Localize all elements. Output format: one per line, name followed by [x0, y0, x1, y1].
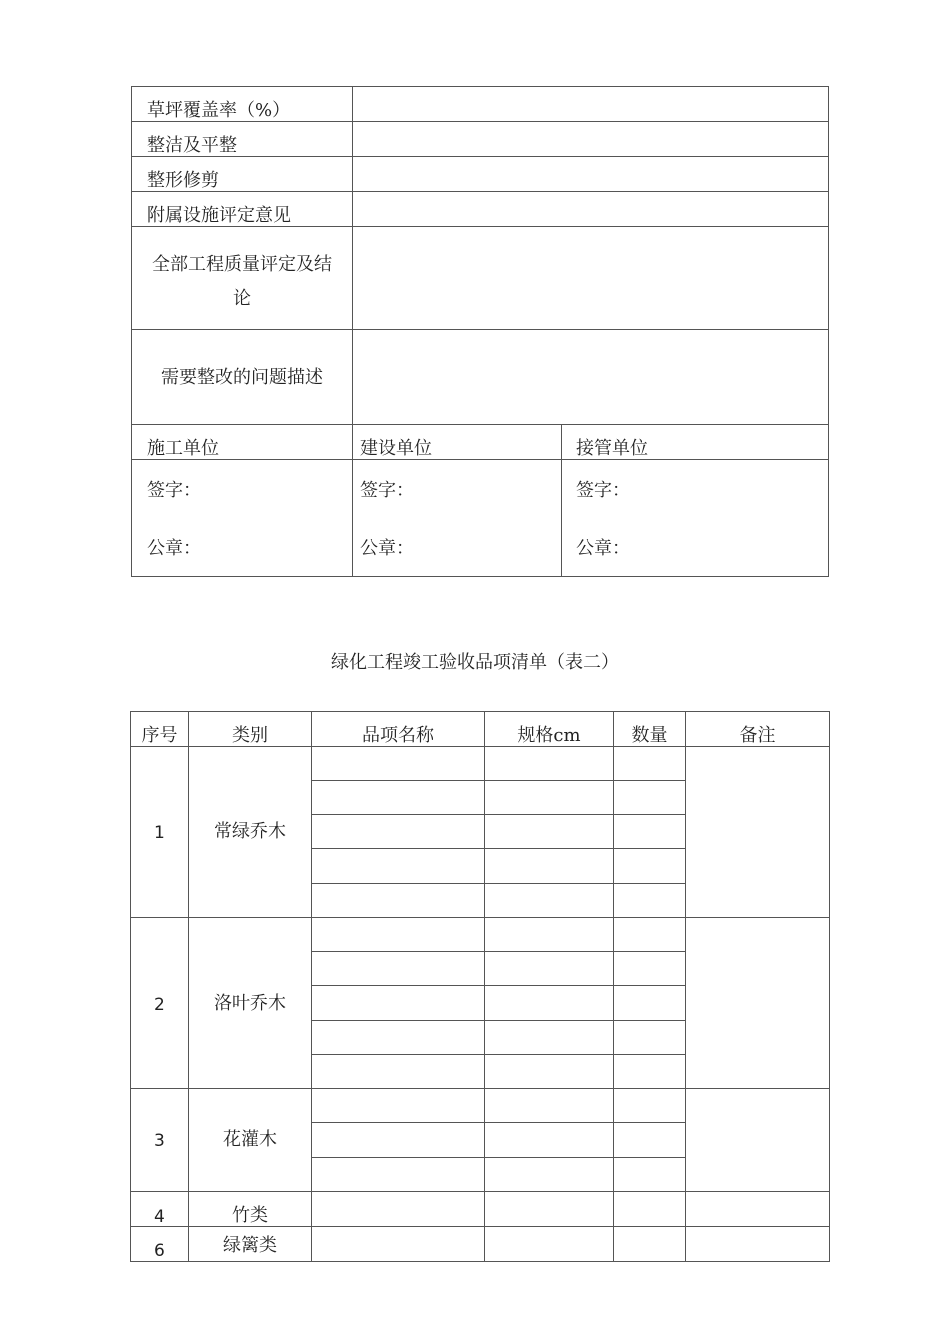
row-label-issues: 需要整改的问题描述	[161, 367, 323, 388]
sign-label: 签字：	[360, 480, 414, 501]
table2-title: 绿化工程竣工验收品项清单（表二）	[331, 652, 619, 673]
party-construction: 施工单位	[147, 438, 219, 459]
row-label-lawn-coverage: 草坪覆盖率（%）	[147, 100, 291, 121]
row-label-pruning: 整形修剪	[147, 170, 219, 191]
row-label-conclusion-line2: 论	[233, 288, 251, 309]
seal-label: 公章：	[576, 538, 630, 559]
group-no: 6	[154, 1241, 165, 1261]
group-no: 2	[154, 995, 165, 1015]
header-item-name: 品项名称	[362, 725, 434, 746]
group-category: 常绿乔木	[214, 821, 286, 842]
header-remarks: 备注	[739, 725, 776, 746]
row-label-cleanliness: 整洁及平整	[147, 135, 237, 156]
header-category: 类别	[232, 725, 268, 746]
row-label-facilities: 附属设施评定意见	[147, 205, 291, 226]
group-category: 洛叶乔木	[214, 993, 286, 1014]
party-receiver: 接管单位	[576, 438, 648, 459]
header-spec: 规格cm	[517, 725, 581, 746]
group-category: 绿篱类	[223, 1235, 277, 1256]
group-category: 竹类	[232, 1205, 268, 1226]
seal-label: 公章：	[360, 538, 414, 559]
header-quantity: 数量	[631, 725, 668, 746]
seal-label: 公章：	[147, 538, 201, 559]
group-no: 4	[154, 1207, 165, 1227]
row-label-conclusion-line1: 全部工程质量评定及结	[152, 254, 332, 275]
party-developer: 建设单位	[360, 438, 432, 459]
group-no: 3	[154, 1131, 165, 1151]
header-no: 序号	[141, 725, 178, 746]
sign-label: 签字：	[147, 480, 201, 501]
group-category: 花灌木	[223, 1129, 277, 1150]
sign-label: 签字：	[576, 480, 630, 501]
group-no: 1	[154, 823, 165, 843]
